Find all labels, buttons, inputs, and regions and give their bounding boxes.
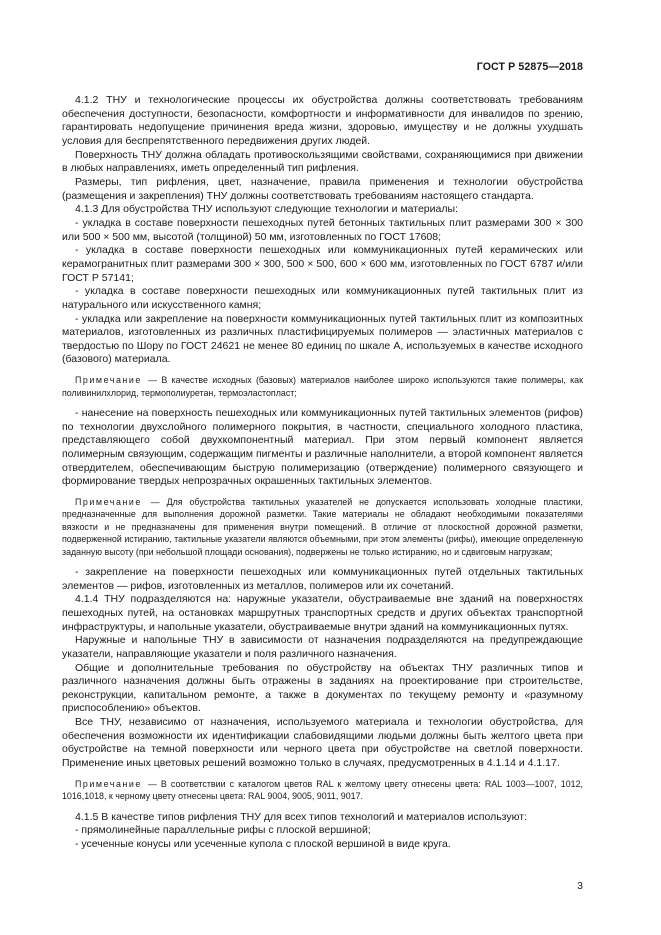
note-ral-colors xyxy=(62,778,583,803)
standard-code-header: ГОСТ Р 52875—2018 xyxy=(476,61,583,73)
list-item-two-layer-coating: - нанесение на поверхность пешеходных или коммуникационных путей тактильных элементов (рифов) по технологии двухслойного полимерного покрытия, в частности, специального холодного пластика, представляющего собой двухкомпонентный материал. При этом первый компонент является полимерным связующим, содержащим пигменты и различные наполнители, а второй компонент является отвердителем, обеспечивающим быструю полимеризацию (отверждение) полимерного связующего и формирование твердых непрозрачных окрашенных тактильных элементов. xyxy=(62,406,583,488)
list-item-separate-elements: - закрепление на поверхности пешеходных или коммуникационных путей отдельных тактильных элементов — рифов, изготовленных из металлов, полимеров или их сочетаний. xyxy=(62,565,583,592)
document-body xyxy=(62,94,583,852)
list-item-truncated-cones: - усеченные конусы или усеченные купола с плоской вершиной в виде круга. xyxy=(75,837,451,850)
paragraph-4-1-4: 4.1.4 ТНУ подразделяются на: наружные указатели, обустраиваемые вне зданий на поверхностях пешеходных путей, на остановках маршрутных транспортных средств и других объектах транспортной инфраструктуры, и напольные указатели, обустраиваемые внутри зданий на коммуникационных путях. xyxy=(62,593,583,633)
note-label: Примечание xyxy=(75,778,142,789)
paragraph-4-1-3: 4.1.3 Для обустройства ТНУ используют следующие технологии и материалы: xyxy=(75,203,458,216)
paragraph-indicator-types: Наружные и напольные ТНУ в зависимости от назначения подразделяются на предупреждающие указатели, направляющие указатели и поля различного назначения. xyxy=(62,634,583,660)
note-text: — В соответствии с каталогом цветов RAL к желтому цвету отнесены цвета: RAL 1003—1007, 1012, 1016,1018, к черному цвету отнесены цвета: RAL 9004, 9005, 9011, 9017. xyxy=(62,778,583,802)
note-text: — Для обустройства тактильных указателей не допускается использовать холодные пластики, предназначенные для выполнения дорожной разметки. Такие материалы не обладают необходимыми показателями вязкости и не предназначены для применения внутри помещений. В отличие от плоскостной дорожной разметки, подверженной истиранию, тактильные указатели являются объемными, при этом элементы (рифы), имеющие определенную заданную высоту (при небольшой площади основания), подвержены не только истиранию, но и сдвиговым нагрузкам; xyxy=(62,496,583,557)
list-item-parallel-ribs: - прямолинейные параллельные рифы с плоской вершиной; xyxy=(75,824,371,837)
list-item-composite-tiles: - укладка или закрепление на поверхности коммуникационных путей тактильных плит из композитных материалов, изготовленных из различных пластифицируемых полимеров — эластичных материалов с твердостью по Шору по ГОСТ 24621 не менее 80 единиц по шкале А, используемых в качестве исходного (базового) материала. xyxy=(62,312,583,366)
paragraph-color-requirements: Все ТНУ, независимо от назначения, используемого материала и технологии обустройства, для обеспечения возможности их идентификации слабовидящими людьми должны быть желтого цвета при обустройстве на темной поверхности или черного цвета при обустройстве на светлой поверхности. Применение иных цветовых решений возможно только в случаях, предусмотренных в 4.1.14 и 4.1.17. xyxy=(62,716,583,770)
note-base-materials xyxy=(62,374,583,399)
paragraph-dimensions-requirements: Размеры, тип рифления, цвет, назначение, правила применения и технологии обустройства (размещения и закрепления) ТНУ должны соответствовать требованиям настоящего стандарта. xyxy=(62,175,583,202)
paragraph-4-1-5: 4.1.5 В качестве типов рифления ТНУ для всех типов технологий и материалов используют: xyxy=(75,810,527,823)
page-number: 3 xyxy=(577,880,583,892)
paragraph-4-1-2: 4.1.2 ТНУ и технологические процессы их обустройства должны соответствовать требованиям обеспечения доступности, безопасности, комфортности и информативности для инвалидов по зрению, гарантировать недопущение причинения вреда жизни, здоровью, имуществу и не должны ухудшать условия для беспрепятственного передвижения других людей. xyxy=(62,94,583,147)
note-text: — В качестве исходных (базовых) материалов наиболее широко используются такие полимеры, как поливинилхлорид, термополиуретан, термоэластопласт; xyxy=(62,375,583,398)
note-label: Примечание xyxy=(75,375,142,386)
list-item-concrete-tiles: - укладка в составе поверхности пешеходных путей бетонных тактильных плит размерами 300 × 300 или 500 × 500 мм, высотой (толщиной) 50 мм, изготовленных по ГОСТ 17608; xyxy=(62,216,583,243)
note-cold-plastics xyxy=(62,496,583,558)
list-item-ceramic-tiles: - укладка в составе поверхности пешеходных или коммуникационных путей керамических или керамогранитных плит размерами 300 × 300, 500 × 500, 600 × 600 мм, изготовленных по ГОСТ 6787 и/или ГОСТ Р 57141; xyxy=(62,244,583,284)
note-label: Примечание xyxy=(75,496,142,507)
paragraph-surface-properties: Поверхность ТНУ должна обладать противоскользящими свойствами, сохраняющимися при движении в любых направлениях, иметь определенный тип рифления. xyxy=(62,148,583,175)
paragraph-general-requirements: Общие и дополнительные требования по обустройству на объектах ТНУ различных типов и различного назначения должны быть отражены в заданиях на проектирование при строительстве, реконструкции, капитальном ремонте, а также в документах по текущему ремонту и «разумному приспособлению» объектов. xyxy=(62,661,583,715)
list-item-stone-tiles: - укладка в составе поверхности пешеходных или коммуникационных путей тактильных плит из натурального или искусственного камня; xyxy=(62,285,583,311)
